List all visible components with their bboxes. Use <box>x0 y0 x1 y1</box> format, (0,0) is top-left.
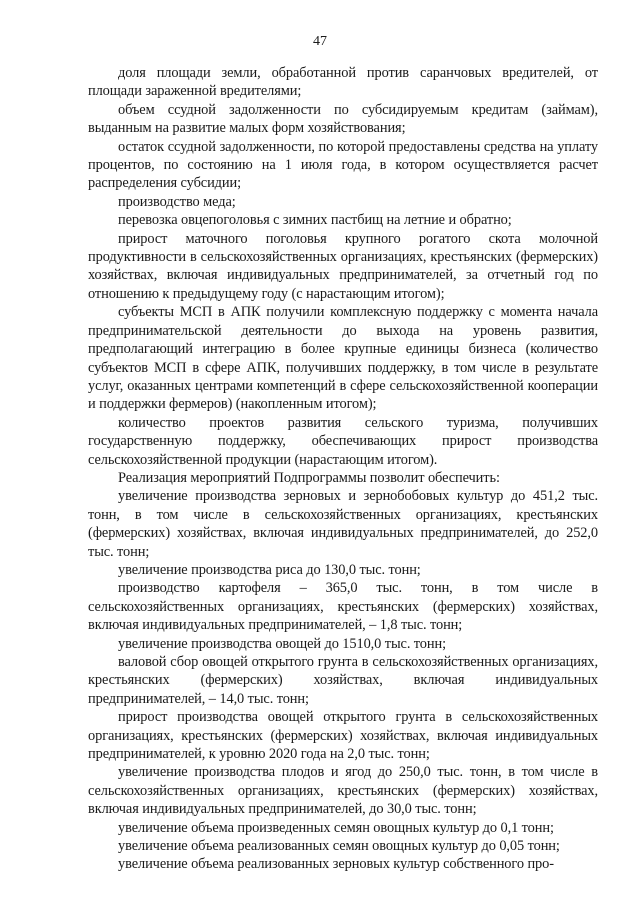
paragraph: доля площади земли, обработанной против саранчовых вредителей, от площади зараженной вредителями; <box>88 65 598 100</box>
paragraph: увеличение объема произведенных семян овощных культур до 0,1 тонн; <box>118 819 554 836</box>
paragraph: количество проектов развития сельского туризма, получивших государственную поддержку, обеспечивающих прирост производства сельскохозяйственной продукции (нарастающим итогом). <box>88 414 598 468</box>
page-number: 47 <box>313 34 327 49</box>
paragraph: производство меда; <box>118 193 236 210</box>
paragraph: прирост производства овощей открытого грунта в сельскохозяйственных организациях, крестьянских (фермерских) хозяйствах, включая индивидуальных предпринимателей, к уровню 2020 года на 2,0 тыс. тонн; <box>88 709 598 763</box>
paragraph: увеличение производства риса до 130,0 тыс. тонн; <box>118 561 421 578</box>
document-body <box>88 64 598 874</box>
paragraph: Реализация мероприятий Подпрограммы позволит обеспечить: <box>118 469 500 486</box>
paragraph: субъекты МСП в АПК получили комплексную поддержку с момента начала предпринимательской деятельности до выхода на уровень развития, предполагающий интеграцию в более крупные единицы бизнеса (количество субъектов МСП в сфере АПК, получивших поддержку, в том числе в результате услуг, оказанных центрами компетенций в сфере сельскохозяйственной кооперации и поддержки фермеров) (накопленным итогом); <box>88 304 598 413</box>
paragraph: объем ссудной задолженности по субсидируемым кредитам (займам), выданным на развитие малых форм хозяйствования; <box>88 101 598 137</box>
paragraph: остаток ссудной задолженности, по которой предоставлены средства на уплату процентов, по состоянию на 1 июля года, в котором осуществляется расчет распределения субсидии; <box>88 138 598 192</box>
paragraph: увеличение производства плодов и ягод до 250,0 тыс. тонн, в том числе в сельскохозяйственных организациях, крестьянских (фермерских) хозяйствах, включая индивидуальных предпринимателей, до 30,0 тыс. тонн; <box>88 764 598 818</box>
paragraph: валовой сбор овощей открытого грунта в сельскохозяйственных организациях, крестьянских (фермерских) хозяйствах, включая индивидуальных предпринимателей, – 14,0 тыс. тонн; <box>88 654 598 707</box>
paragraph: прирост маточного поголовья крупного рогатого скота молочной продуктивности в сельскохозяйственных организациях, крестьянских (фермерских) хозяйствах, включая индивидуальных предпринимателей, за отчетный год по отношению к предыдущему году (с нарастающим итогом); <box>88 230 598 302</box>
paragraph: перевозка овцепоголовья с зимних пастбищ на летние и обратно; <box>118 212 512 229</box>
paragraph: производство картофеля – 365,0 тыс. тонн, в том числе в сельскохозяйственных организациях, крестьянских (фермерских) хозяйствах, включая индивидуальных предпринимателей, – 1,8 тыс. тонн; <box>88 580 598 634</box>
paragraph: увеличение объема реализованных зерновых культур собственного про- <box>118 856 554 873</box>
paragraph: увеличение производства овощей до 1510,0 тыс. тонн; <box>118 635 447 652</box>
paragraph: увеличение производства зерновых и зернобобовых культур до 451,2 тыс. тонн, в том числе в сельскохозяйственных организациях, крестьянских (фермерских) хозяйствах, включая индивидуальных предпринимателей, до 252,0 тыс. тонн; <box>88 488 598 560</box>
paragraph: увеличение объема реализованных семян овощных культур до 0,05 тонн; <box>118 838 560 855</box>
